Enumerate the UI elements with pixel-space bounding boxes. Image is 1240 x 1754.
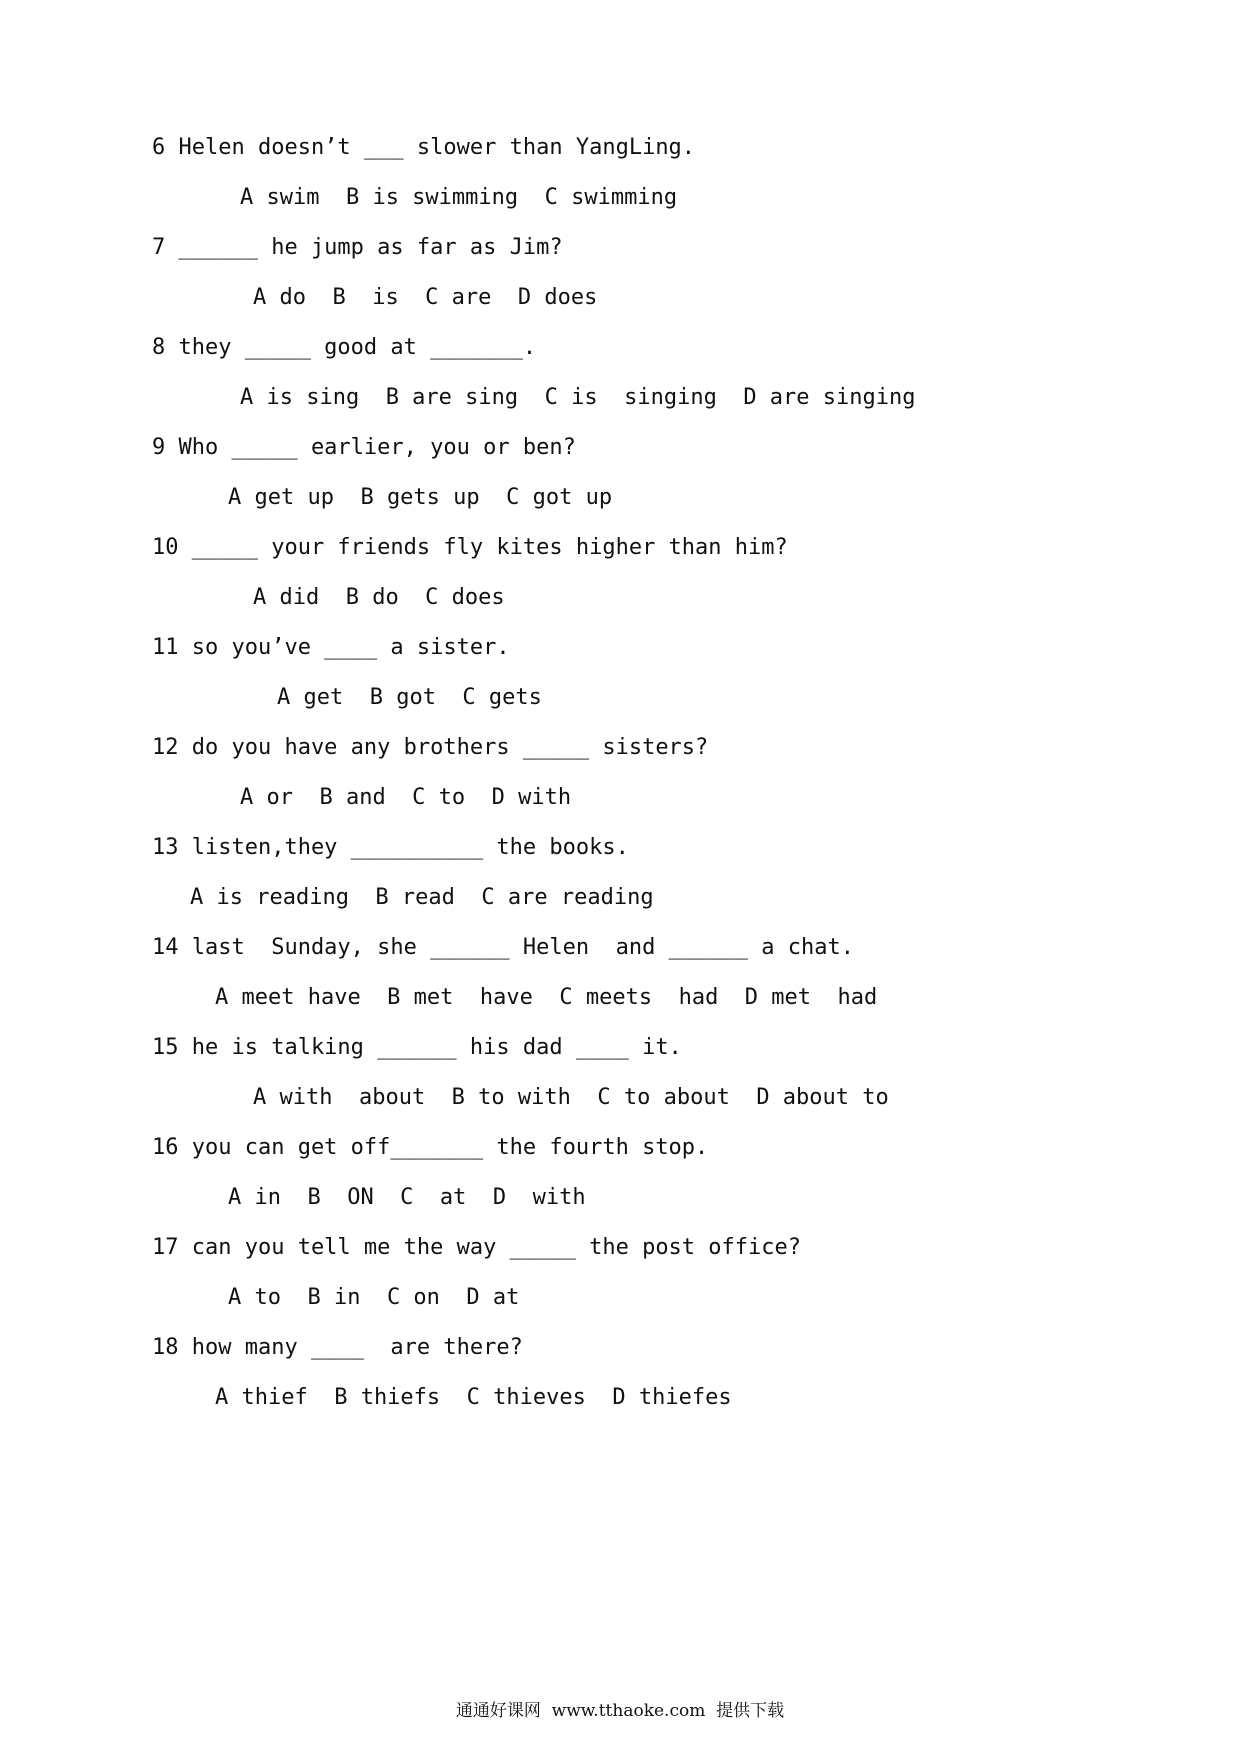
question-stem: 16 you can get off_______ the fourth stop. xyxy=(152,1135,709,1160)
question-stem: 18 how many ____ are there? xyxy=(152,1335,523,1360)
question-options: A to B in C on D at xyxy=(228,1285,520,1310)
question-stem: 13 listen,they __________ the books. xyxy=(152,835,629,860)
question-options: A do B is C are D does xyxy=(253,285,598,310)
footer-source-text: 通通好课网 www.tthaoke.com 提供下载 xyxy=(455,1701,785,1721)
question-stem: 10 _____ your friends fly kites higher than him? xyxy=(152,535,788,560)
question-options: A or B and C to D with xyxy=(240,785,572,810)
question-stem: 9 Who _____ earlier, you or ben? xyxy=(152,435,576,460)
question-stem: 6 Helen doesn’t ___ slower than YangLing. xyxy=(152,135,696,160)
question-options: A is reading B read C are reading xyxy=(190,885,654,910)
question-options: A with about B to with C to about D about to xyxy=(253,1085,889,1110)
question-stem: 15 he is talking ______ his dad ____ it. xyxy=(152,1035,682,1060)
question-stem: 17 can you tell me the way _____ the post office? xyxy=(152,1235,802,1260)
question-options: A is sing B are sing C is singing D are singing xyxy=(240,385,916,410)
question-stem: 11 so you’ve ____ a sister. xyxy=(152,635,510,660)
question-options: A did B do C does xyxy=(253,585,505,610)
question-options: A in B ON C at D with xyxy=(228,1185,586,1210)
question-options: A meet have B met have C meets had D met had xyxy=(215,985,878,1010)
question-stem: 14 last Sunday, she ______ Helen and ______ a chat. xyxy=(152,935,854,960)
question-options: A swim B is swimming C swimming xyxy=(240,185,678,210)
question-stem: 8 they _____ good at _______. xyxy=(152,335,537,360)
question-options: A thief B thiefs C thieves D thiefes xyxy=(215,1385,732,1410)
question-stem: 7 ______ he jump as far as Jim? xyxy=(152,235,563,260)
question-options: A get B got C gets xyxy=(277,685,542,710)
question-stem: 12 do you have any brothers _____ sisters? xyxy=(152,735,709,760)
question-options: A get up B gets up C got up xyxy=(228,485,613,510)
